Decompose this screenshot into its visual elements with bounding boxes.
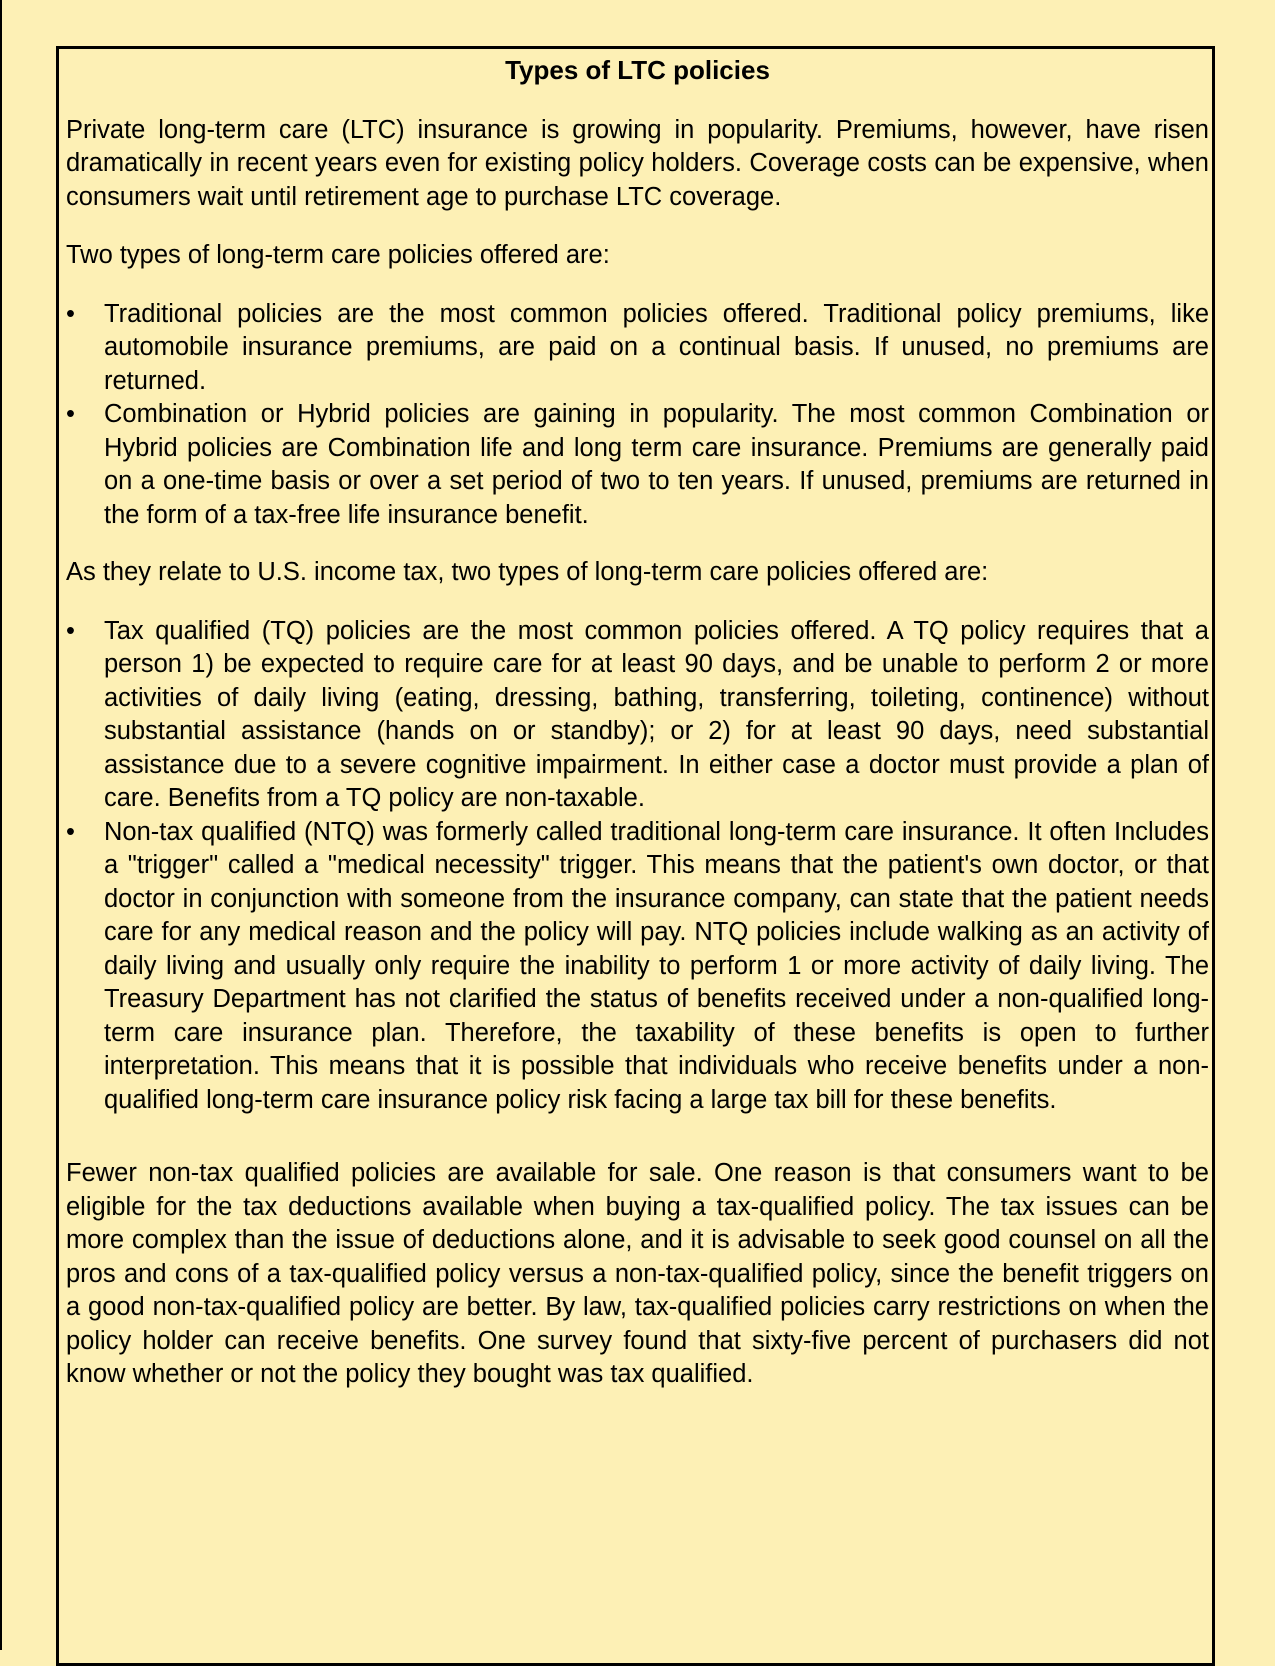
- bullet-icon: •: [66, 616, 75, 645]
- list-item-text: Non-tax qualified (NTQ) was formerly called traditional long-term care insurance. It often Includes a "trigger" called a "medical necessity" trigger. This means that the patient's own doctor, or that doctor in conjunction with someone from the insurance company, can state that the patient needs care for any medical reason and the policy will pay. NTQ policies include walking as an activity of daily living and usually only require the inability to perform 1 or more activity of daily living. The Treasury Department has not clarified the status of benefits received under a non-qualified long-term care insurance plan. Therefore, the taxability of these benefits is open to further interpretation. This means that it is possible that individuals who receive benefits under a non-qualified long-term care insurance policy risk facing a large tax bill for these benefits.: [104, 817, 1209, 1114]
- bullet-icon: •: [66, 299, 75, 328]
- list-item-non-tax-qualified: [66, 816, 1209, 1118]
- section1-lead: Two types of long-term care policies offered are:: [66, 241, 610, 269]
- policy-types-list: [66, 298, 1209, 533]
- bullet-icon: •: [66, 400, 75, 428]
- list-item-hybrid: [66, 398, 1209, 532]
- page-left-edge: [0, 0, 2, 1650]
- tax-types-list: [66, 615, 1209, 1118]
- intro-paragraph: Private long-term care (LTC) insurance is growing in popularity. Premiums, however, have risen dramatically in recent years even for existing policy holders. Coverage costs can be expensive, when consumers wait until retirement age to purchase LTC coverage.: [66, 115, 1209, 211]
- list-item-traditional: [66, 298, 1209, 399]
- closing-paragraph: Fewer non-tax qualified policies are available for sale. One reason is that consumers want to be eligible for the tax deductions available when buying a tax-qualified policy. The tax issues can be more complex than the issue of deductions alone, and it is advisable to seek good counsel on all the pros and cons of a tax-qualified policy versus a non-tax-qualified policy, since the benefit triggers on a good non-tax-qualified policy are better. By law, tax-qualified policies carry restrictions on when the policy holder can receive benefits. One survey found that sixty-five percent of purchasers did not know whether or not the policy they bought was tax qualified.: [66, 1159, 1209, 1388]
- list-item-text: Combination or Hybrid policies are gaining in popularity. The most common Combination or Hybrid policies are Combination life and long term care insurance. Premiums are generally paid on a one-time basis or over a set period of two to ten years. If unused, premiums are returned in the form of a tax-free life insurance benefit.: [104, 400, 1209, 529]
- list-item-tax-qualified: [66, 615, 1209, 816]
- page-title: Types of LTC policies: [505, 55, 770, 85]
- list-item-text: Tax qualified (TQ) policies are the most common policies offered. A TQ policy requires that a person 1) be expected to require care for at least 90 days, and be unable to perform 2 or more activities of daily living (eating, dressing, bathing, transferring, toileting, continence) without substantial assistance (hands on or standby); or 2) for at least 90 days, need substantial assistance due to a severe cognitive impairment. In either case a doctor must provide a plan of care. Benefits from a TQ policy are non-taxable.: [104, 616, 1209, 812]
- document-body: [66, 54, 1209, 1392]
- list-item-text: Traditional policies are the most common policies offered. Traditional policy premiums, like automobile insurance premiums, are paid on a continual basis. If unused, no premiums are returned.: [104, 299, 1209, 395]
- bullet-icon: •: [66, 817, 75, 846]
- section2-lead: As they relate to U.S. income tax, two types of long-term care policies offered are:: [66, 558, 989, 586]
